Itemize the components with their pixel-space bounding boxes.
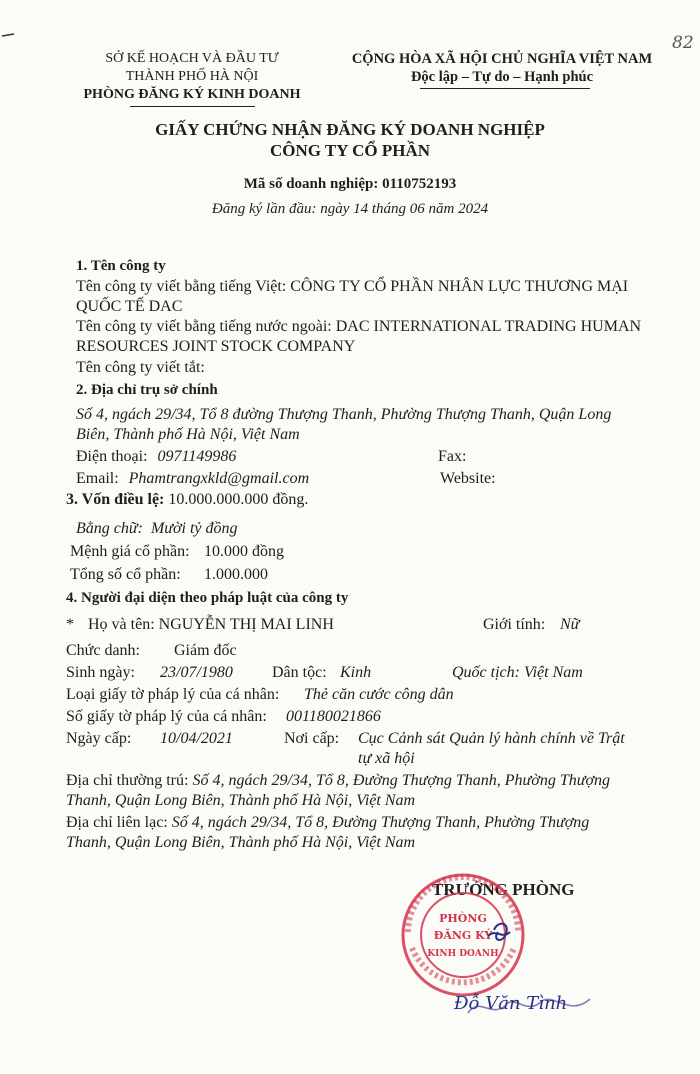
phone-row — [76, 448, 236, 466]
authority-line-1: SỞ KẾ HOẠCH VÀ ĐẦU TƯ — [105, 51, 279, 66]
bullet: * — [66, 616, 74, 633]
section-1-heading: 1. Tên công ty — [76, 258, 166, 274]
issue-date-value: 10/04/2021 — [160, 730, 233, 747]
section-3-heading: 3. Vốn điều lệ: — [66, 491, 165, 508]
gender-label: Giới tính: — [483, 616, 546, 633]
republic-name: CỘNG HÒA XÃ HỘI CHỦ NGHĨA VIỆT NAM — [351, 51, 653, 67]
doc-no-label: Số giấy tờ pháp lý của cá nhân: — [66, 708, 267, 725]
foreign-name-value: DAC INTERNATIONAL TRADING HUMAN — [335, 318, 642, 335]
phone-label: Điện thoại: — [76, 448, 148, 465]
viet-name-line-2: QUỐC TẾ DAC — [76, 298, 183, 315]
national-motto — [332, 50, 672, 86]
contact-address-label: Địa chỉ liên lạc: — [66, 814, 168, 831]
capital-words-row — [76, 520, 238, 538]
par-value: 10.000 đồng — [204, 543, 284, 560]
email-value: Phamtrangxkld@gmail.com — [128, 470, 310, 487]
issuing-authority — [62, 50, 322, 104]
capital-words-value: Mười tỷ đồng — [150, 520, 238, 537]
capital-row — [66, 491, 308, 509]
document-subtitle: CÔNG TY CỔ PHẦN — [269, 141, 431, 160]
motto: Độc lập – Tự do – Hạnh phúc — [410, 69, 594, 85]
viet-name-value: CÔNG TY CỔ PHẦN NHÂN LỰC THƯƠNG MẠI — [290, 278, 629, 295]
section-2-heading: 2. Địa chỉ trụ sở chính — [76, 382, 218, 398]
gender-value: Nữ — [560, 616, 580, 633]
nationality-value: Việt Nam — [523, 664, 583, 681]
contact-address-row — [66, 814, 589, 832]
signature-title: TRƯỞNG PHÒNG — [432, 880, 575, 899]
nationality-row — [452, 664, 583, 682]
short-name-label: Tên công ty viết tắt: — [76, 359, 205, 376]
fax-label: Fax: — [438, 448, 467, 465]
scan-mark-icon — [0, 0, 20, 40]
permanent-address-row — [66, 772, 610, 790]
authority-line-2: THÀNH PHỐ HÀ NỘI — [125, 69, 259, 84]
registration-date: Đăng ký lần đầu: ngày 14 tháng 06 năm 2024 — [211, 201, 489, 217]
doc-type-value: Thẻ căn cước công dân — [304, 686, 454, 703]
permanent-address-value: Số 4, ngách 29/34, Tổ 8, Đường Thượng Thanh, Phường Thượng — [192, 772, 610, 789]
total-shares-value: 1.000.000 — [204, 566, 268, 583]
doc-type-label: Loại giấy tờ pháp lý của cá nhân: — [66, 686, 280, 703]
issue-place-line-2: tự xã hội — [358, 750, 415, 767]
seal-line-3: KINH DOANH — [427, 949, 499, 959]
corner-number: 82 — [672, 33, 694, 53]
position-label: Chức danh: — [66, 642, 140, 659]
signer-name: Đỗ Văn Tình — [454, 993, 568, 1014]
foreign-name-label: Tên công ty viết bằng tiếng nước ngoài: — [76, 318, 332, 335]
enterprise-code-label: Mã số doanh nghiệp: — [243, 176, 379, 192]
contact-address-value: Số 4, ngách 29/34, Tổ 8, Đường Thượng Thanh, Phường Thượng — [171, 814, 590, 831]
authority-line-3: PHÒNG ĐĂNG KÝ KINH DOANH — [83, 87, 301, 102]
enterprise-code — [0, 176, 700, 193]
capital-words-label: Bằng chữ: — [76, 520, 143, 537]
rep-name-value: NGUYỄN THỊ MAI LINH — [158, 616, 334, 633]
permanent-address-label: Địa chỉ thường trú: — [66, 772, 189, 789]
foreign-name-line-2: RESOURCES JOINT STOCK COMPANY — [76, 338, 356, 355]
foreign-name-row — [76, 318, 641, 336]
ethnic-value: Kinh — [340, 664, 372, 681]
dob-value: 23/07/1980 — [160, 664, 233, 681]
doc-no-value: 001180021866 — [286, 708, 381, 725]
dob-label: Sinh ngày: — [66, 664, 135, 681]
issue-place-label: Nơi cấp: — [284, 730, 340, 747]
issue-place-line-1: Cục Cảnh sát Quản lý hành chính về Trật — [358, 730, 625, 747]
contact-address-line-2: Thanh, Quận Long Biên, Thành phố Hà Nội, Việt Nam — [66, 834, 416, 851]
header-right-underline — [420, 88, 590, 89]
seal-line-2: ĐĂNG KÝ — [433, 929, 493, 942]
address-line-1: Số 4, ngách 29/34, Tổ 8 đường Thượng Thanh, Phường Thượng Thanh, Quận Long — [76, 406, 612, 423]
phone-value: 0971149986 — [157, 448, 237, 465]
email-label: Email: — [76, 470, 119, 487]
email-row — [76, 470, 309, 488]
website-label: Website: — [440, 470, 496, 487]
document-title: GIẤY CHỨNG NHẬN ĐĂNG KÝ DOANH NGHIỆP — [155, 120, 545, 139]
viet-name-row — [76, 278, 628, 296]
total-shares-label: Tổng số cổ phần: — [70, 566, 181, 583]
handwritten-number-icon — [670, 30, 700, 54]
viet-name-label: Tên công ty viết bằng tiếng Việt: — [76, 278, 287, 295]
permanent-address-line-2: Thanh, Quận Long Biên, Thành phố Hà Nội, Việt Nam — [66, 792, 416, 809]
signature-icon — [450, 975, 610, 1030]
section-4-heading: 4. Người đại diện theo pháp luật của công ty — [66, 590, 349, 606]
par-value-label: Mệnh giá cổ phần: — [70, 543, 190, 560]
ethnic-label: Dân tộc: — [272, 664, 327, 681]
header-left-underline — [130, 106, 255, 107]
rep-name-label: Họ và tên: — [88, 616, 155, 633]
nationality-label: Quốc tịch: — [452, 664, 520, 681]
capital-value: 10.000.000.000 đồng. — [168, 491, 309, 508]
rep-name-row — [66, 616, 334, 634]
position-value: Giám đốc — [174, 642, 237, 659]
issue-date-label: Ngày cấp: — [66, 730, 132, 747]
enterprise-code-value: 0110752193 — [382, 176, 457, 192]
address-line-2: Biên, Thành phố Hà Nội, Việt Nam — [76, 426, 300, 443]
seal-line-1: PHÒNG — [439, 912, 487, 925]
